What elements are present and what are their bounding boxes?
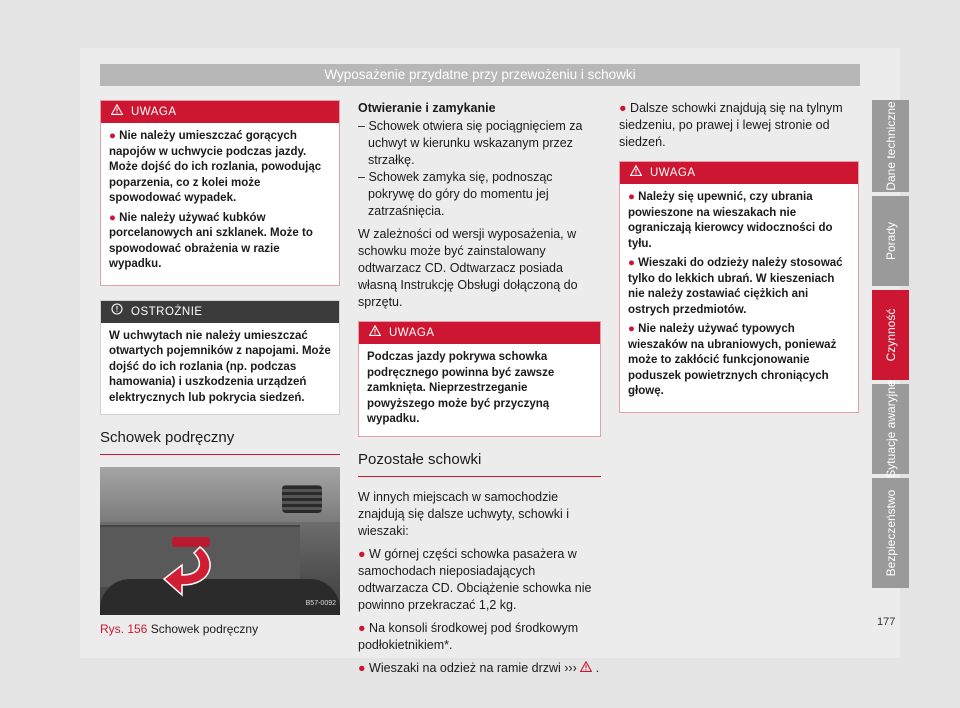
warning-item: ● Nie należy używać kubków porcelanowych ani szklanek. Może to spowodować obrażenia w razie wypadku. <box>109 211 313 270</box>
caution-box <box>100 300 340 416</box>
paragraph: W innych miejscach w samochodzie znajdują się dalsze uchwyty, schowki i wieszaki: <box>358 489 569 538</box>
warning-box-3 <box>619 161 859 413</box>
warning-triangle-icon <box>630 162 642 184</box>
section-heading: Schowek podręczny <box>100 429 340 455</box>
caution-title: OSTROŻNIE <box>131 305 203 318</box>
bullet-icon: ● <box>358 660 366 675</box>
bullet-item: ● Na konsoli środkowej pod środkowym podłokietnikiem*. <box>358 620 579 652</box>
warning-triangle-icon <box>111 101 123 123</box>
warning-title: UWAGA <box>650 167 696 179</box>
bullet-icon: ● <box>109 130 116 142</box>
paragraph: W zależności od wersji wyposażenia, w schowku może być zainstalowany odtwarzacz CD. Odtwarzacz posiada własną Instrukcję Obsługi dołączoną do sprzętu. <box>358 227 578 309</box>
warning-box-2 <box>358 321 601 437</box>
warning-reference-icon[interactable] <box>580 661 595 675</box>
bullet-icon: ● <box>358 620 366 635</box>
dash-item: – Schowek zamyka się, podnosząc pokrywę do góry do momentu jej zatrzaśnięcia. <box>358 170 553 218</box>
bullet-icon: ● <box>109 211 116 224</box>
tab-dane-techniczne[interactable]: Dane techniczne <box>872 100 909 192</box>
info-circle-icon <box>111 301 123 323</box>
column-2 <box>358 100 601 683</box>
warning-item: ● Nie należy używać typowych wieszaków na ubraniowych, ponieważ może to zakłócić funkcjonowanie poduszek powietrznych chroniących głowę. <box>628 323 837 397</box>
tab-czynnosc[interactable]: Czynność <box>872 290 909 380</box>
warning-box-1 <box>100 100 340 286</box>
bullet-item: ● Dalsze schowki znajdują się na tylnym siedzeniu, po prawej i lewej stronie od siedzeń. <box>619 101 843 149</box>
figure <box>100 467 340 638</box>
warning-title: UWAGA <box>131 106 177 118</box>
figure-caption-text: Schowek podręczny <box>150 622 259 636</box>
bullet-icon: ● <box>358 546 366 561</box>
figure-label: Rys. 156 <box>100 622 148 636</box>
bullet-item: ● W górnej części schowka pasażera w samochodach nieposiadających odtwarzacza CD. Obciążenie schowka nie powinno przekraczać 1,2 kg. <box>358 546 592 612</box>
tab-bezpieczenstwo[interactable]: Bezpieczeństwo <box>872 478 909 588</box>
caution-body: W uchwytach nie należy umieszczać otwartych pojemników z napojami. Może dojść do ich rozlania (np. podczas hamowania) i uszkodzenia urządzeń elektrycznych lub pokrycia siedzeń. <box>109 329 331 404</box>
air-vent <box>282 485 322 513</box>
bullet-icon: ● <box>619 101 627 115</box>
warning-body <box>101 123 339 285</box>
warning-body: Podczas jazdy pokrywa schowka podręcznego powinna być zawsze zamknięta. Nieprzestrzeganie powyższego może być przyczyną wypadku. <box>367 351 555 425</box>
dash-item: – Schowek otwiera się pociągnięciem za uchwyt w kierunku wskazanym przez strzałkę. <box>358 119 583 167</box>
warning-item: ● Wieszaki do odzieży należy stosować tylko do lekkich ubrań. W kieszeniach nie należy zostawiać ciężkich ani ostrych przedmiotów. <box>628 257 843 316</box>
bullet-icon: ● <box>628 257 635 269</box>
tab-porady[interactable]: Porady <box>872 196 909 286</box>
bullet-icon: ● <box>628 323 635 335</box>
page-header: Wyposażenie przydatne przy przewożeniu i schowki <box>100 64 860 86</box>
curved-arrow-icon <box>160 539 230 599</box>
tab-sytuacje-awaryjne[interactable]: Sytuacje awaryjne <box>872 384 909 474</box>
column-3 <box>619 100 859 427</box>
warning-item: ● Należy się upewnić, czy ubrania powieszone na wieszakach nie ograniczają kierowcy widoczności do tyłu. <box>628 191 833 250</box>
caution-header <box>101 301 339 323</box>
bullet-icon: ● <box>628 191 635 203</box>
figure-caption <box>100 621 340 638</box>
bullet-item: ● Wieszaki na odzież na ramie drzwi ››› . <box>358 660 600 675</box>
subheading: Otwieranie i zamykanie <box>358 101 496 115</box>
column-1 <box>100 100 340 638</box>
section-heading: Pozostałe schowki <box>358 451 601 477</box>
page-number: 177 <box>877 616 896 628</box>
warning-triangle-icon <box>369 322 381 344</box>
glovebox-photo <box>100 467 340 615</box>
warning-header <box>620 162 858 184</box>
figure-code: B57-0092 <box>305 600 336 607</box>
warning-header <box>359 322 600 344</box>
warning-title: UWAGA <box>389 327 435 339</box>
warning-item: ● Nie należy umieszczać gorących napojów w uchwycie podczas jazdy. Może dojść do ich rozlania, powodując poparzenia, co z kolei może spowodować wypadek. <box>109 130 322 204</box>
warning-header <box>101 101 339 123</box>
warning-body <box>620 184 858 412</box>
chapter-tabs <box>872 100 909 592</box>
